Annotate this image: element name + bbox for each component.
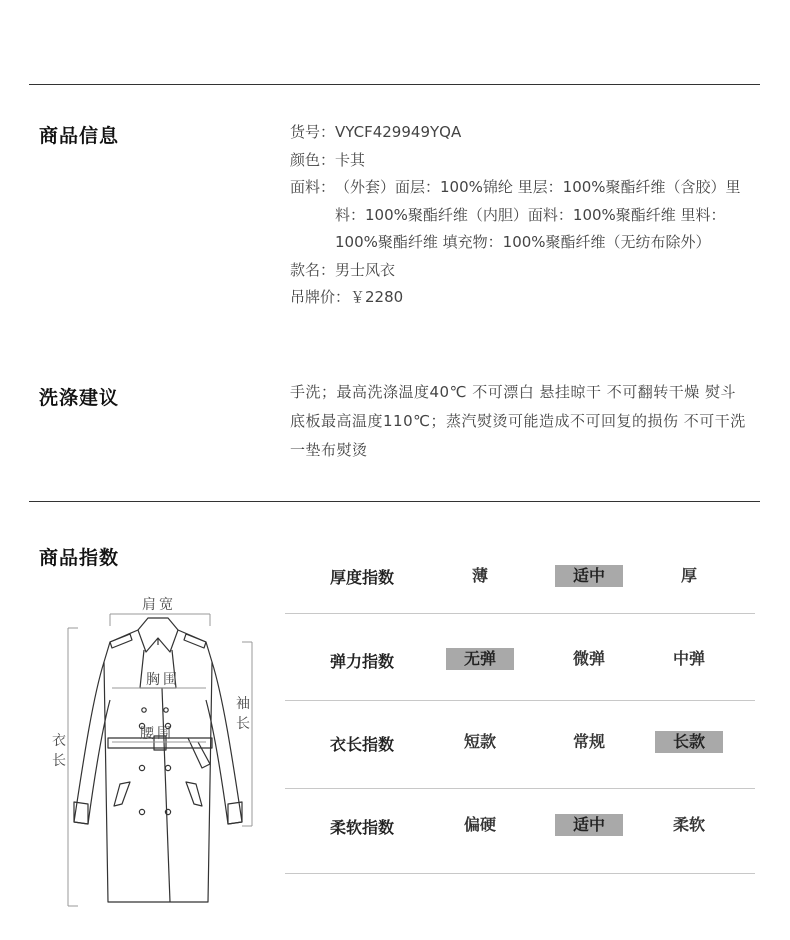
fabric-label: 面料： <box>290 178 336 196</box>
sku-row <box>290 119 750 147</box>
fabric-value: （外套）面层：100%锦纶 里层：100%聚酯纤维（含胶）里料：100%聚酯纤维（内胆）面料：100%聚酯纤维 里料：100%聚酯纤维 填充物：100%聚酯纤维（无纺布除外） <box>335 178 741 251</box>
color-label: 颜色： <box>290 150 336 169</box>
index-option: 适中 <box>555 814 623 836</box>
waist-label: 腰围 <box>140 726 174 742</box>
color-row <box>290 147 750 175</box>
index-row-name: 弹力指数 <box>330 652 395 671</box>
index-option: 柔软 <box>672 815 705 834</box>
trench-coat-icon <box>40 590 270 920</box>
index-row-name: 衣长指数 <box>330 735 395 754</box>
index-option: 常规 <box>572 732 605 751</box>
index-row-elasticity <box>285 614 755 701</box>
index-option: 厚 <box>680 566 697 585</box>
chest-label: 胸围 <box>146 672 180 688</box>
index-row-softness <box>285 789 755 874</box>
washing-title: 洗涤建议 <box>39 387 120 409</box>
product-info-title: 商品信息 <box>39 125 120 147</box>
price-row <box>290 284 750 312</box>
color-value: 卡其 <box>335 150 366 169</box>
index-option: 短款 <box>463 732 496 751</box>
index-option: 薄 <box>471 566 488 585</box>
sleeve-length-label-1: 袖 <box>236 696 250 712</box>
index-option: 微弹 <box>572 649 605 668</box>
top-divider <box>29 84 760 85</box>
sku-label: 货号： <box>290 123 336 141</box>
price-value: ￥2280 <box>350 288 404 306</box>
sleeve-length-label-2: 长 <box>236 716 250 732</box>
index-row-thickness <box>285 535 755 614</box>
coat-size-diagram <box>40 590 270 920</box>
washing-text: 手洗；最高洗涤温度40℃ 不可漂白 悬挂晾干 不可翻转干燥 熨斗底板最高温度110℃；蒸汽熨烫可能造成不可回复的损伤 不可干洗 一垫布熨烫 <box>290 383 746 459</box>
fabric-row <box>290 174 750 257</box>
product-info-list <box>290 119 750 312</box>
coat-length-label-1: 衣 <box>52 733 66 749</box>
index-option: 适中 <box>555 565 623 587</box>
index-row-name: 厚度指数 <box>330 568 395 587</box>
index-option: 无弹 <box>446 648 514 670</box>
index-row-length <box>285 701 755 789</box>
middle-divider <box>29 501 760 502</box>
index-option: 中弹 <box>672 649 705 668</box>
index-table <box>285 535 755 874</box>
style-value: 男士风衣 <box>335 260 396 279</box>
index-title: 商品指数 <box>39 547 120 569</box>
price-label: 吊牌价： <box>290 288 351 306</box>
sku-value: VYCF429949YQA <box>335 123 462 141</box>
index-option: 长款 <box>655 731 723 753</box>
index-option: 偏硬 <box>463 815 496 834</box>
index-row-name: 柔软指数 <box>330 818 395 837</box>
coat-length-label-2: 长 <box>52 753 66 769</box>
style-label: 款名： <box>290 260 336 279</box>
style-row <box>290 257 750 285</box>
shoulder-width-label: 肩宽 <box>142 597 176 613</box>
